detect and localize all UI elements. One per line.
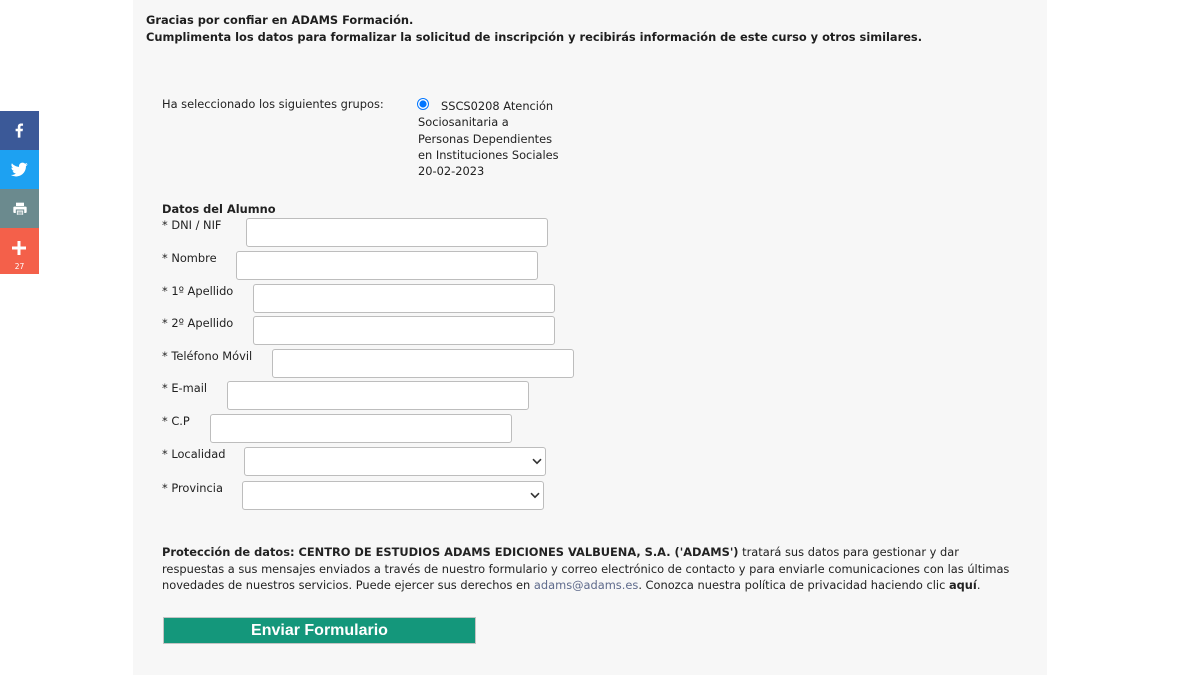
thanks-message: Gracias por confiar en ADAMS Formación. [146,13,414,27]
print-button[interactable] [0,189,39,228]
selected-groups-label: Ha seleccionado los siguientes grupos: [162,97,384,111]
contact-email-link[interactable]: adams@adams.es [533,578,639,592]
group-option-label [418,98,559,179]
print-icon [12,201,28,217]
postal-code-label: * C.P [162,414,190,428]
dni-input[interactable] [246,218,548,247]
group-radio-sscs0208[interactable] [417,98,429,110]
first-surname-input[interactable] [253,284,555,313]
second-surname-label: * 2º Apellido [162,316,234,330]
postal-code-input[interactable] [210,414,512,443]
plus-icon [12,241,26,255]
nombre-label: * Nombre [162,251,217,265]
submit-form-button[interactable] [163,617,476,644]
privacy-text: respuestas a sus mensajes enviados a través de nuestro formulario y correo electrónico de contacto y para enviarle comunicaciones con las últimas [162,561,1010,576]
privacy-line [162,561,1009,578]
twitter-share-button[interactable] [0,150,39,189]
privacy-line [162,577,1009,594]
second-surname-input[interactable] [253,316,555,345]
locality-label: * Localidad [162,447,226,461]
province-select[interactable] [242,481,544,510]
mobile-phone-input[interactable] [272,349,574,378]
course-name-line: SSCS0208 Atención [441,99,554,113]
privacy-text: tratará sus datos para gestionar y dar [738,545,959,559]
student-section-heading: Datos del Alumno [162,202,276,216]
instructions-message: Cumplimenta los datos para formalizar la solicitud de inscripción y recibirás información de este curso y otros similares. [146,30,923,44]
nombre-input[interactable] [236,251,538,280]
privacy-policy-link[interactable]: aquí [948,578,977,592]
province-label: * Provincia [162,481,223,495]
email-input[interactable] [227,381,529,410]
facebook-icon [11,122,28,139]
locality-select[interactable] [244,447,546,476]
mobile-phone-label: * Teléfono Móvil [162,349,253,363]
privacy-notice [162,544,1009,594]
facebook-share-button[interactable] [0,111,39,150]
dni-label: * DNI / NIF [162,218,222,232]
email-label: * E-mail [162,381,208,395]
share-count: 27 [14,262,25,271]
first-surname-label: * 1º Apellido [162,284,234,298]
privacy-text: . Conozca nuestra política de privacidad haciendo clic [638,578,949,592]
privacy-text: . [976,578,981,592]
course-name-line: en Instituciones Sociales [418,147,559,162]
course-date: 20-02-2023 [418,164,485,178]
intro-block [146,12,922,46]
course-name-line: Sociosanitaria a [418,115,509,130]
course-name-line: Personas Dependientes [418,131,553,146]
privacy-line [162,544,1009,561]
privacy-text: novedades de nuestros servicios. Puede ejercer sus derechos en [162,578,534,592]
more-share-button[interactable] [0,228,39,274]
twitter-icon [11,161,28,178]
submit-button-label: Enviar Formulario [251,622,388,639]
privacy-title: Protección de datos: CENTRO DE ESTUDIOS ADAMS EDICIONES VALBUENA, S.A. ('ADAMS') [162,545,739,559]
